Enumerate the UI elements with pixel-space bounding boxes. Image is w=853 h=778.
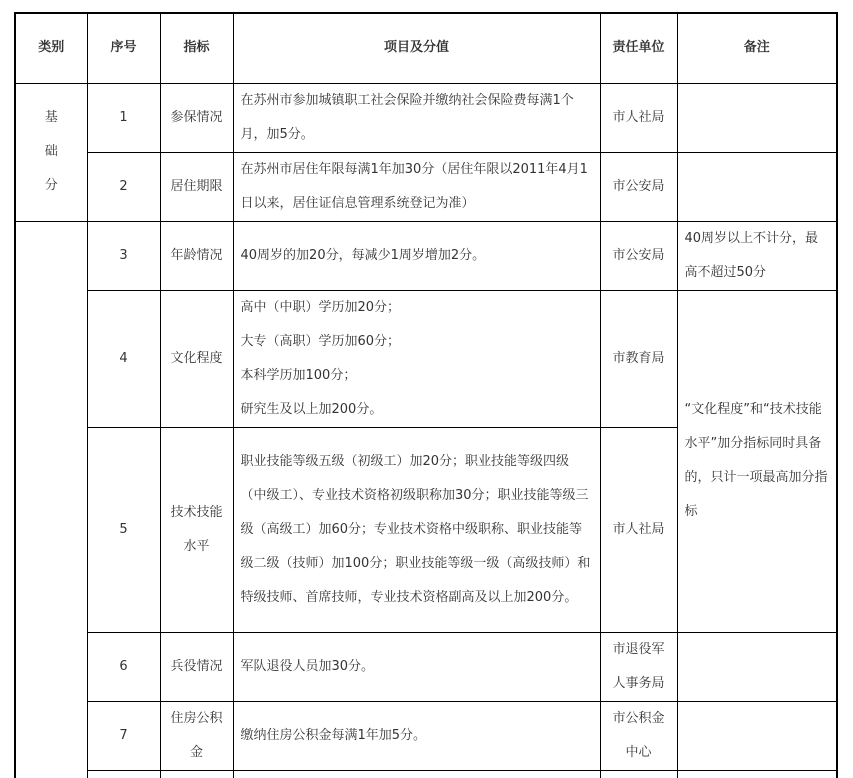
row-items: 缴纳住房公积金每满1年加5分。 [233,701,600,770]
row-note [677,770,837,778]
header-category: 类别 [15,13,87,83]
row-unit: 市人社局 [600,83,677,152]
row-note [677,632,837,701]
header-note: 备注 [677,13,837,83]
row-indicator [160,770,233,778]
table-row [15,290,837,427]
row-no: 6 [87,632,160,701]
row-no: 1 [87,83,160,152]
row-items: 军队退役人员加30分。 [233,632,600,701]
row-items: 在苏州市参加城镇职工社会保险并缴纳社会保险费每满1个月，加5分。 [233,83,600,152]
header-unit: 责任单位 [600,13,677,83]
row-note [677,83,837,152]
items-line: 研究生及以上加200分。 [240,401,383,417]
row-items [233,290,600,427]
row-no: 4 [87,290,160,427]
page [14,12,838,778]
header-items: 项目及分值 [233,13,600,83]
row-no [87,770,160,778]
header-indicator: 指标 [160,13,233,83]
table-row [15,770,837,778]
header-row [15,13,837,83]
table-row [15,221,837,290]
shared-note: “文化程度”和“技术技能水平”加分指标同时具备的，只计一项最高加分指标 [677,290,837,632]
row-indicator: 参保情况 [160,83,233,152]
category-basic-label: 基础分 [44,110,58,193]
row-unit: 市公安局 [600,221,677,290]
items-line: 高中（中职）学历加20分； [240,299,401,315]
category-basic [15,83,87,221]
row-unit [600,770,677,778]
row-no: 2 [87,152,160,221]
row-indicator: 文化程度 [160,290,233,427]
points-table [14,12,838,778]
row-note [677,701,837,770]
category-empty [15,221,87,778]
row-note: 40周岁以上不计分，最高不超过50分 [677,221,837,290]
table-row [15,83,837,152]
row-items: 在苏州市居住年限每满1年加30分（居住年限以2011年4月1日以来，居住证信息管理系统登记为准） [233,152,600,221]
table-row [15,701,837,770]
header-no: 序号 [87,13,160,83]
items-line: 大专（高职）学历加60分； [240,333,401,349]
row-unit: 市退役军人事务局 [600,632,677,701]
row-items [233,770,600,778]
row-unit: 市人社局 [600,427,677,632]
row-no: 7 [87,701,160,770]
row-indicator: 居住期限 [160,152,233,221]
row-note [677,152,837,221]
table-row [15,152,837,221]
row-indicator: 年龄情况 [160,221,233,290]
row-no: 3 [87,221,160,290]
row-items: 40周岁的加20分，每减少1周岁增加2分。 [233,221,600,290]
row-items: 职业技能等级五级（初级工）加20分；职业技能等级四级（中级工）、专业技术资格初级职称加30分；职业技能等级三级（高级工）加60分；专业技术资格中级职称、职业技能等级二级（技师）加100分；职业技能等级一级（高级技师）和特级技师、首席技师，专业技术资格副高及以上加200分。 [233,427,600,632]
row-indicator: 住房公积金 [160,701,233,770]
row-unit: 市公安局 [600,152,677,221]
row-unit: 市公积金中心 [600,701,677,770]
table-row [15,632,837,701]
items-line: 本科学历加100分； [240,367,357,383]
row-indicator: 技术技能水平 [160,427,233,632]
row-indicator: 兵役情况 [160,632,233,701]
row-unit: 市教育局 [600,290,677,427]
row-no: 5 [87,427,160,632]
